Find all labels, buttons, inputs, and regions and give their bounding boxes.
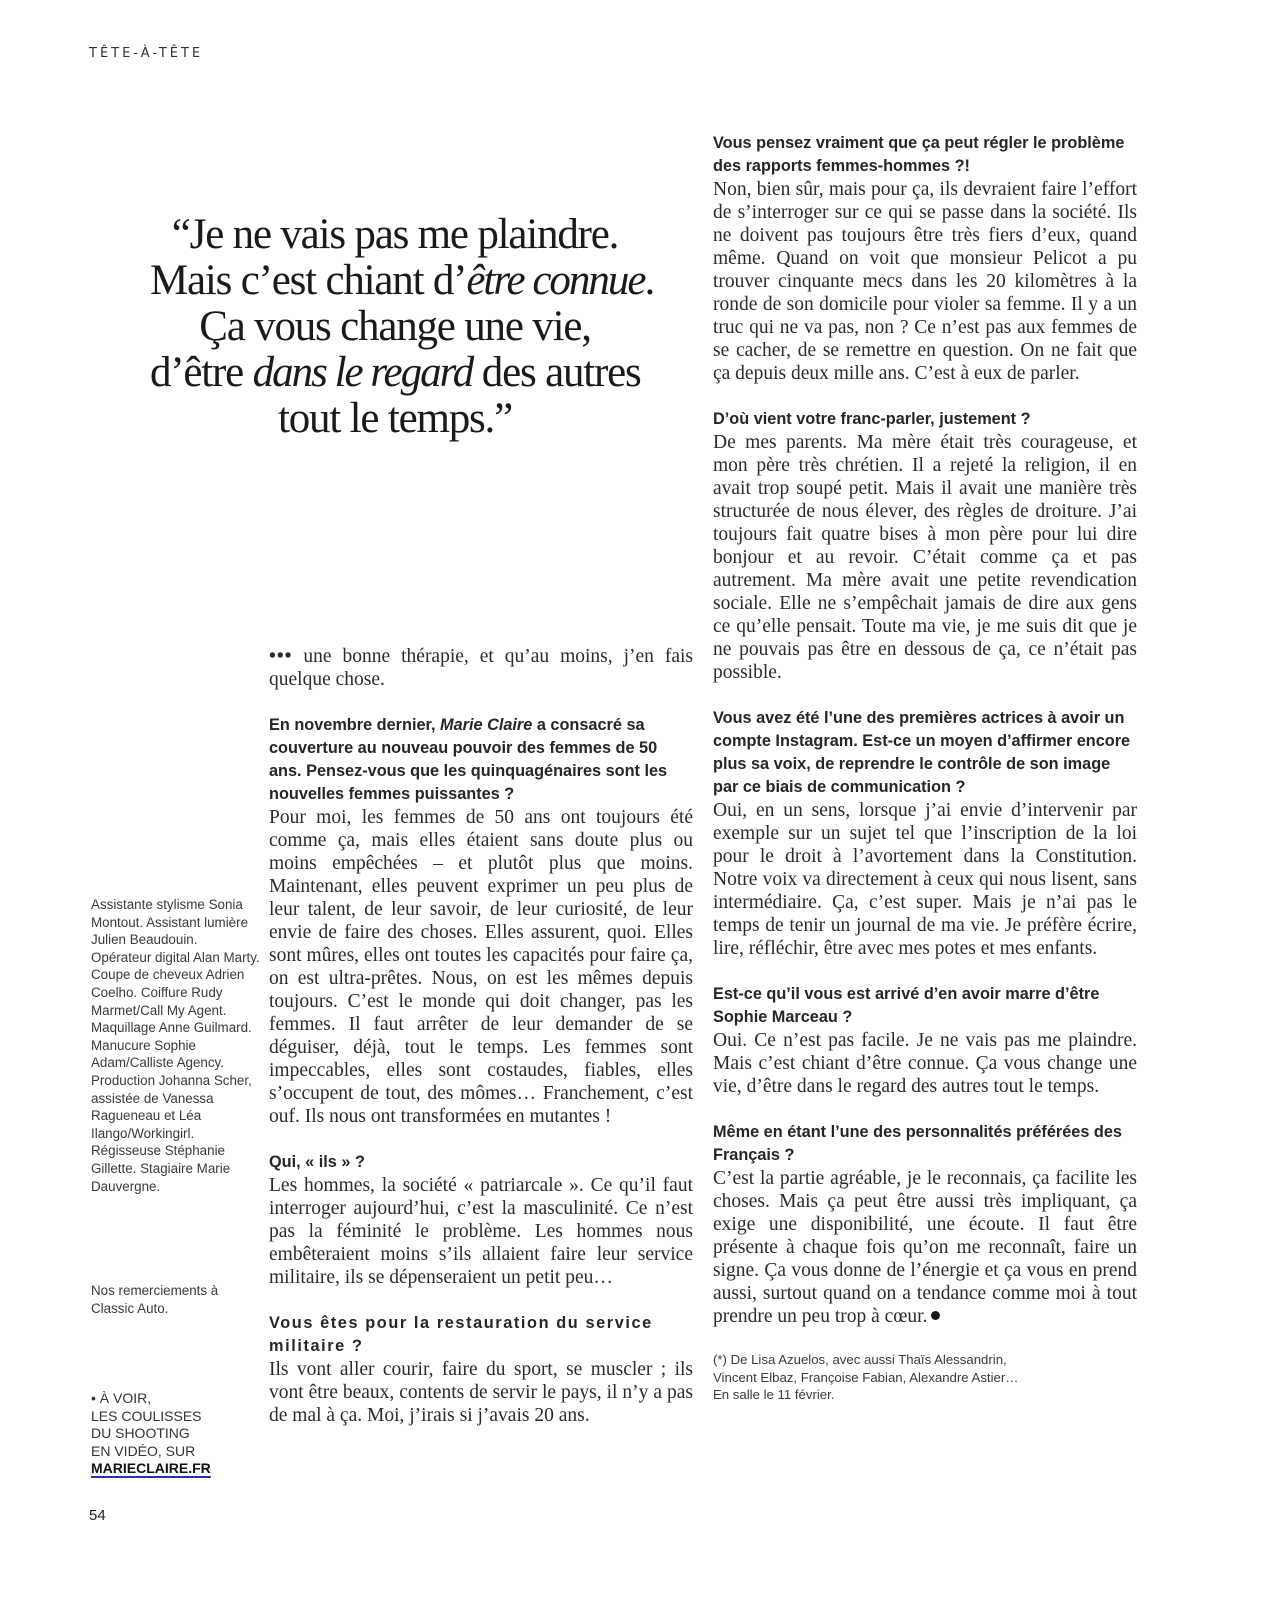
pull-quote-line: “Je ne vais pas me plaindre.: [171, 211, 619, 258]
video-promo-line: EN VIDÉO, SUR: [91, 1442, 196, 1459]
pull-quote-emphasis: dans le regard: [252, 349, 473, 396]
pull-quote-text: des autres: [472, 349, 641, 396]
footnote-line: En salle le 11 février.: [713, 1387, 835, 1402]
pull-quote-line: Ça vous change une vie,: [199, 303, 591, 350]
pull-quote-emphasis: être connue: [466, 257, 645, 304]
answer-text: [269, 645, 693, 691]
qa-block: [713, 132, 1137, 385]
continuation-dots-icon: •••: [269, 646, 293, 667]
pull-quote-text: d’être: [150, 349, 253, 396]
qa-block: [713, 983, 1137, 1098]
magazine-title: Marie Claire: [440, 716, 533, 734]
pull-quote: [150, 211, 655, 442]
qa-block: [269, 1151, 693, 1289]
video-promo-line: LES COULISSES: [91, 1407, 202, 1424]
question-text: Même en étant l’une des personnalités préférées des Français ?: [713, 1123, 1122, 1164]
answer-text: [713, 1167, 1137, 1328]
answer-text: Oui, en un sens, lorsque j’ai envie d’intervenir par exemple sur un sujet tel que l’inscription de la loi pour le droit à l’avortement dans la Constitution. Notre voix va directement à ceux qui nous lisent, sans intermédiaire. Ça, c’est super. Mais je n’ai pas le temps de tenir un journal de ma vie. Je préfère écrire, lire, réfléchir, être avec mes potes et mes enfants.: [713, 800, 1137, 959]
question-text: [269, 714, 693, 806]
question-text: Vous avez été l’une des premières actrices à avoir un compte Instagram. Est-ce un moyen d’affirmer encore plus sa voix, de reprendre le contrôle de son image par ce biais de communication ?: [713, 709, 1131, 796]
footnote-line: Vincent Elbaz, Françoise Fabian, Alexandre Astier…: [713, 1369, 1019, 1385]
video-promo-line: DU SHOOTING: [91, 1425, 190, 1442]
question-text: Qui, « ils » ?: [269, 1153, 365, 1171]
article-column-middle: [269, 645, 693, 1450]
question-text-part: a consacré sa couverture au nouveau pouvoir des femmes de 50 ans. Pensez-vous que les quinquagénaires sont les nouvelles femmes puissantes ?: [269, 716, 668, 803]
pull-quote-text: Mais c’est chiant d’: [150, 257, 467, 304]
answer-text-content: C’est la partie agréable, je le reconnais, ça facilite les choses. Mais ça peut être aussi très impliquant, ça exige une disponibilité, une écoute. Il faut être présente à chaque fois qu’on me reconnaît, faire un signe. Ça vous donne de l’énergie et ça vous en prend aussi, surtout quand on a tendance comme moi à tout prendre un peu trop à cœur.: [713, 1168, 1137, 1327]
answer-text: Pour moi, les femmes de 50 ans ont toujours été comme ça, mais elles étaient sans doute plus ou moins empêchées – et plutôt plus que moins. Maintenant, elles peuvent exprimer un peu plus de leur talent, de leur savoir, de leur curiosité, de leur envie de faire des choses. Elles assurent, quoi. Elles sont mûres, elles ont toutes les capacités pour faire ça, on est ultra-prêtes. Nous, on est les mêmes depuis toujours. C’est le monde qui doit changer, pas les femmes. Il faut arrêter de leur demander de se déguiser, déjà, tout le temps. Les femmes sont impeccables, elles sont costaudes, fiables, elles s’occupent de tout, des mômes… Franchement, c’est ouf. Ils nous ont transformées en mutantes !: [269, 807, 693, 1127]
qa-block: [713, 408, 1137, 684]
answer-text: Non, bien sûr, mais pour ça, ils devraient faire l’effort de s’interroger sur ce qui se passe dans la société. Ils ne doivent pas toujours être très fiers d’eux, quand même. Quand on voit que monsieur Pelicot a pu trouver cinquante mecs dans les 20 kilomètres à la ronde de son domicile pour violer sa femme. Il y a un truc qui ne va pas, non ? Ce n’est pas aux femmes de se cacher, de se remettre en question. On ne fait que ça depuis deux mille ans. C’est à eux de parler.: [713, 179, 1137, 384]
qa-block: [269, 1312, 693, 1427]
marieclaire-link[interactable]: MARIECLAIRE.FR: [91, 1460, 211, 1477]
photo-credits: Assistante stylisme Sonia Montout. Assistant lumière Julien Beaudouin. Opérateur digital Alan Marty. Coupe de cheveux Adrien Coelho. Coiffure Rudy Marmet/Call My Agent. Maquillage Anne Guilmard. Manucure Sophie Adam/Calliste Agency. Production Johanna Scher, assistée de Vanessa Ragueneau et Léa Ilango/Workingirl. Régisseuse Stéphanie Gillette. Stagiaire Marie Dauvergne.: [91, 897, 260, 1194]
article-column-right: [713, 132, 1137, 1404]
pull-quote-text: .: [644, 257, 655, 304]
section-kicker: TÊTE-À-TÊTE: [89, 46, 204, 61]
answer-text: Oui. Ce n’est pas facile. Je ne vais pas me plaindre. Mais c’est chiant d’être connue. Ça vous change une vie, d’être dans le regard des autres tout le temps.: [713, 1030, 1137, 1097]
footnote-line: (*) De Lisa Azuelos, avec aussi Thaïs Alessandrin,: [713, 1352, 1007, 1367]
bullet-icon: •: [91, 1390, 96, 1406]
pull-quote-line: [150, 257, 655, 304]
pull-quote-line: tout le temps.”: [278, 395, 512, 442]
question-text: Est-ce qu’il vous est arrivé d’en avoir marre d’être Sophie Marceau ?: [713, 985, 1100, 1026]
acknowledgements: Nos remerciements à Classic Auto.: [91, 1283, 219, 1316]
answer-text: De mes parents. Ma mère était très courageuse, et mon père très chrétien. Il a rejeté la religion, il en avait trop soupé petit. Mais il avait une manière très structurée de nous élever, des règles de droiture. J’ai toujours fait quatre bises à mon père pour lui dire bonjour et au revoir. C’était comme ça et pas autrement. Ma mère avait une petite revendication sociale. Elle ne s’empêchait jamais de dire aux gens ce qu’elle pensait. Toute ma vie, je me suis dit que je ne pouvais pas être en dessous de ça, ce n’était pas possible.: [713, 432, 1137, 683]
video-promo-line: [91, 1390, 261, 1408]
question-text: Vous pensez vraiment que ça peut régler le problème des rapports femmes-hommes ?!: [713, 134, 1125, 175]
video-promo-text: À VOIR,: [99, 1390, 152, 1406]
question-text: D’où vient votre franc-parler, justement ?: [713, 410, 1031, 428]
answer-text: Ils vont aller courir, faire du sport, se muscler ; ils vont être beaux, contents de servir le pays, il n’y a pas de mal à ça. Moi, j’irais si j’avais 20 ans.: [269, 1359, 693, 1426]
film-footnote: [713, 1351, 1137, 1404]
question-text-part: En novembre dernier,: [269, 716, 441, 734]
answer-text: Les hommes, la société « patriarcale ». Ce qu’il faut interroger aujourd’hui, c’est la masculinité. Ce n’est pas la féminité le problème. Les hommes nous embêteraient moins s’ils allaient faire leur service militaire, ils se dépenseraient un petit peu…: [269, 1175, 693, 1288]
end-of-article-icon: [931, 1311, 940, 1320]
continuation-paragraph: [269, 645, 693, 691]
answer-text-content: une bonne thérapie, et qu’au moins, j’en fais quelque chose.: [269, 646, 693, 690]
qa-block: [269, 714, 693, 1128]
qa-block: [713, 707, 1137, 960]
pull-quote-line: [150, 350, 640, 396]
video-promo: [91, 1390, 261, 1478]
question-text: Vous êtes pour la restauration du service militaire ?: [269, 1314, 653, 1355]
page-number: 54: [89, 1507, 106, 1524]
qa-block: [713, 1121, 1137, 1328]
